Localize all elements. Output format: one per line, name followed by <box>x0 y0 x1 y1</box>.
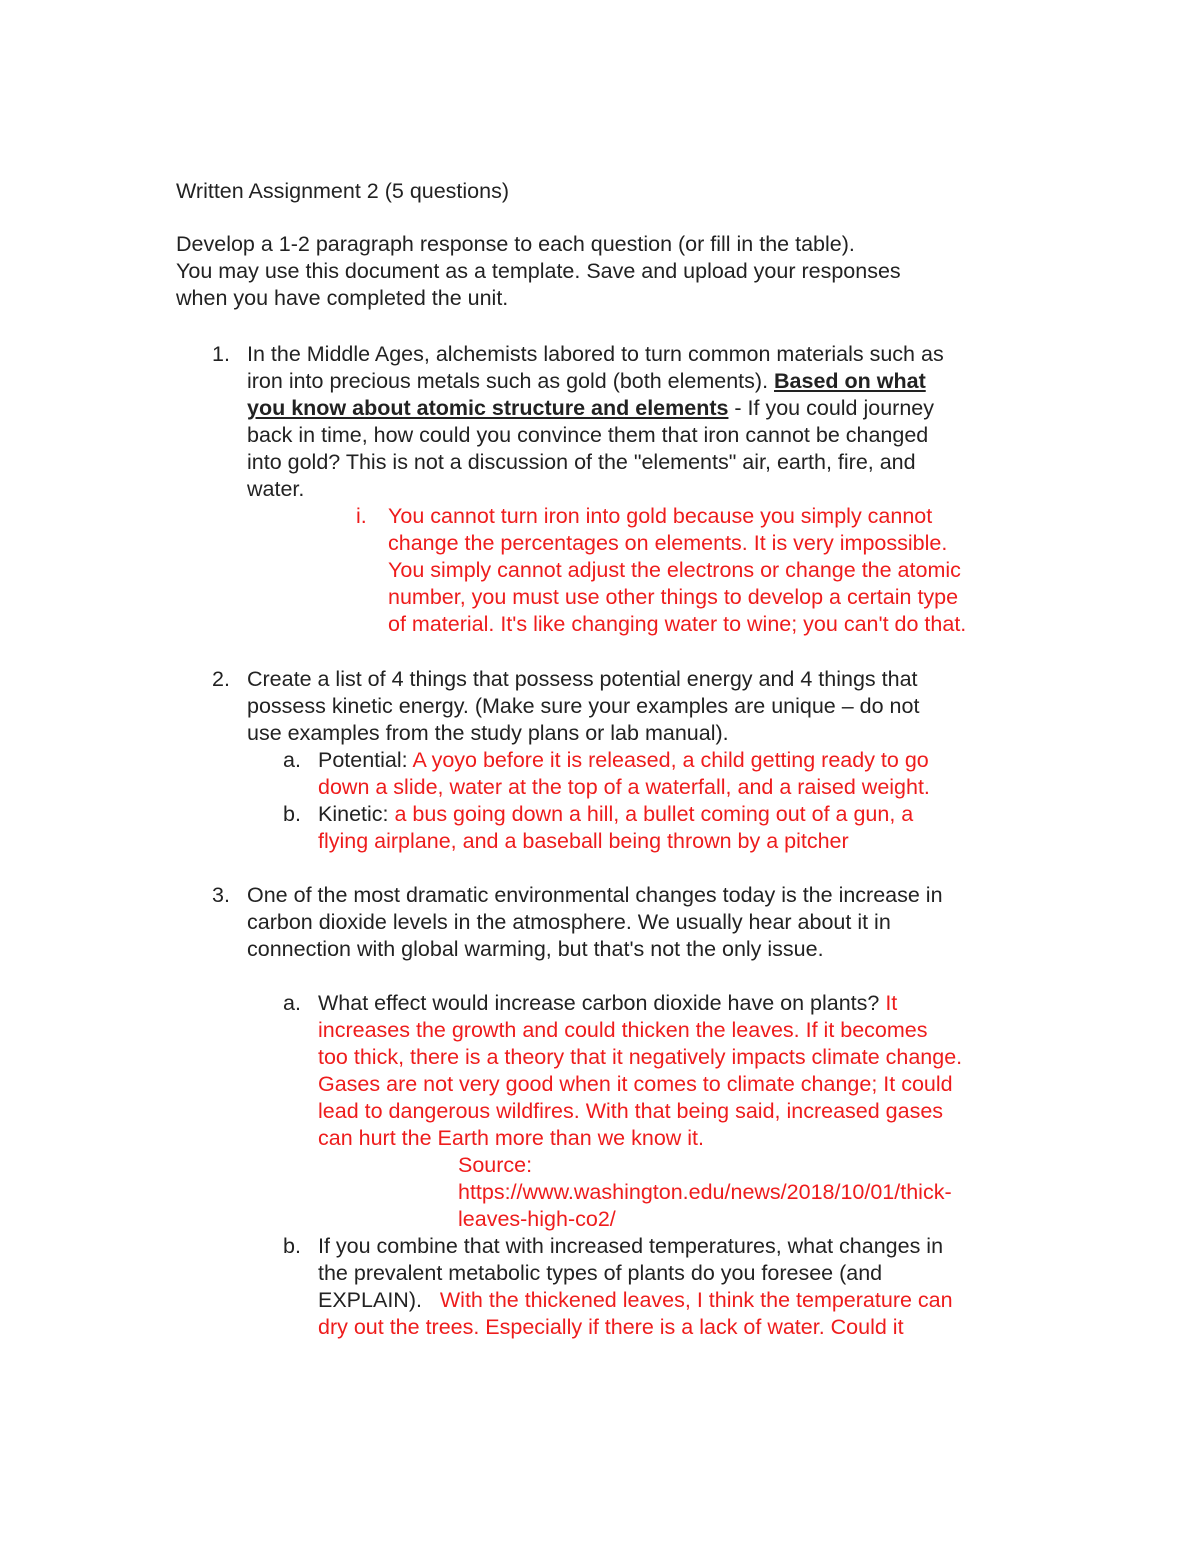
q1-emphasis-2: you know about atomic structure and elements <box>247 396 729 420</box>
q1-line-4: back in time, how could you convince them that iron cannot be changed <box>247 423 929 447</box>
q2b-line-1 <box>318 801 913 828</box>
q1-line-5: into gold? This is not a discussion of the "elements" air, earth, fire, and <box>247 450 916 474</box>
q1-line-2 <box>247 368 926 395</box>
q3a-answer-5: lead to dangerous wildfires. With that being said, increased gases <box>318 1099 944 1123</box>
q1-line-6: water. <box>247 477 305 501</box>
q1-number: 1. <box>212 342 230 366</box>
instructions-line-1: Develop a 1-2 paragraph response to each question (or fill in the table). <box>176 232 855 256</box>
q3a-answer-3: too thick, there is a theory that it negatively impacts climate change. <box>318 1045 963 1069</box>
q3a-marker: a. <box>283 991 301 1015</box>
q3a-source-label: Source: <box>458 1153 533 1177</box>
q2a-marker: a. <box>283 748 301 772</box>
q1-answer-marker: i. <box>356 504 367 528</box>
q2-number: 2. <box>212 667 230 691</box>
q3a-question: What effect would increase carbon dioxide have on plants? <box>318 991 886 1015</box>
q3b-marker: b. <box>283 1234 301 1258</box>
q1-line-1: In the Middle Ages, alchemists labored to turn common materials such as <box>247 342 944 366</box>
q3a-answer-2: increases the growth and could thicken the leaves. If it becomes <box>318 1018 928 1042</box>
q3b-line-3-text: EXPLAIN). <box>318 1288 440 1312</box>
q3a-source-url-1: https://www.washington.edu/news/2018/10/01/thick- <box>458 1180 952 1204</box>
q2a-answer-1: A yoyo before it is released, a child getting ready to go <box>412 748 929 772</box>
q3b-line-1: If you combine that with increased temperatures, what changes in <box>318 1234 944 1258</box>
q1-answer-line-4: number, you must use other things to develop a certain type <box>388 585 959 609</box>
q1-answer-line-3: You simply cannot adjust the electrons or change the atomic <box>388 558 961 582</box>
q3a-line-1 <box>318 990 897 1017</box>
q3a-answer-4: Gases are not very good when it comes to climate change; It could <box>318 1072 953 1096</box>
q3-line-2: carbon dioxide levels in the atmosphere. We usually hear about it in <box>247 910 891 934</box>
q2b-answer-2: flying airplane, and a baseball being thrown by a pitcher <box>318 829 849 853</box>
q3b-line-2: the prevalent metabolic types of plants do you foresee (and <box>318 1261 883 1285</box>
q3b-answer-2: dry out the trees. Especially if there is a lack of water. Could it <box>318 1315 904 1339</box>
q1-line-2-text: iron into precious metals such as gold (both elements). <box>247 369 775 393</box>
q2b-answer-1: a bus going down a hill, a bullet coming out of a gun, a <box>394 802 914 826</box>
q1-answer-line-1: You cannot turn iron into gold because you simply cannot <box>388 504 933 528</box>
q3-number: 3. <box>212 883 230 907</box>
q2a-line-1 <box>318 747 929 774</box>
q3b-line-3 <box>318 1287 953 1314</box>
q1-line-3-text: - If you could journey <box>728 396 935 420</box>
q3-line-1: One of the most dramatic environmental changes today is the increase in <box>247 883 943 907</box>
q2a-label: Potential: <box>318 748 413 772</box>
q3a-answer-1: It <box>885 991 898 1015</box>
q1-answer-line-5: of material. It's like changing water to wine; you can't do that. <box>388 612 967 636</box>
q1-line-3 <box>247 395 934 422</box>
q2a-answer-2: down a slide, water at the top of a waterfall, and a raised weight. <box>318 775 930 799</box>
q2b-marker: b. <box>283 802 301 826</box>
instructions-line-3: when you have completed the unit. <box>176 286 509 310</box>
q2-line-3: use examples from the study plans or lab manual). <box>247 721 729 745</box>
instructions-line-2: You may use this document as a template. Save and upload your responses <box>176 259 901 283</box>
q2b-label: Kinetic: <box>318 802 395 826</box>
document-title: Written Assignment 2 (5 questions) <box>176 179 510 203</box>
q2-line-2: possess kinetic energy. (Make sure your examples are unique – do not <box>247 694 920 718</box>
q3b-answer-1: With the thickened leaves, I think the temperature can <box>439 1288 953 1312</box>
q3a-source-url-2: leaves-high-co2/ <box>458 1207 616 1231</box>
q3-line-3: connection with global warming, but that's not the only issue. <box>247 937 824 961</box>
q3a-answer-6: can hurt the Earth more than we know it. <box>318 1126 705 1150</box>
q2-line-1: Create a list of 4 things that possess potential energy and 4 things that <box>247 667 918 691</box>
q1-answer-line-2: change the percentages on elements. It is very impossible. <box>388 531 948 555</box>
q1-emphasis-1: Based on what <box>774 369 926 393</box>
